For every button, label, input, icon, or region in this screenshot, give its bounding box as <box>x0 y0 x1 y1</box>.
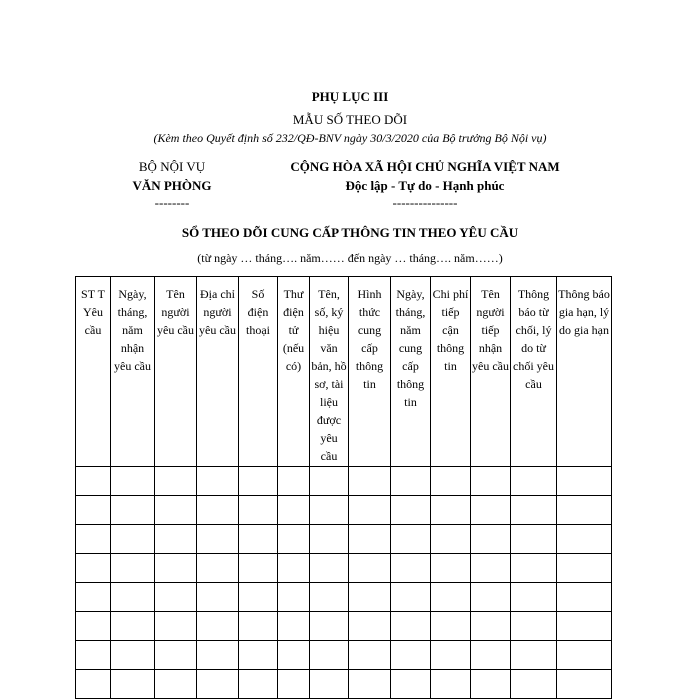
table-cell[interactable] <box>197 641 239 670</box>
table-cell[interactable] <box>155 583 197 612</box>
table-cell[interactable] <box>278 467 310 496</box>
table-row <box>76 525 612 554</box>
table-cell[interactable] <box>349 467 391 496</box>
table-cell[interactable] <box>557 670 612 699</box>
table-cell[interactable] <box>76 525 111 554</box>
table-cell[interactable] <box>111 525 155 554</box>
form-note: (Kèm theo Quyết định số 232/QĐ-BNV ngày 30/3/2020 của Bộ trưởng Bộ Nội vụ) <box>153 131 547 145</box>
table-row <box>76 554 612 583</box>
col-requester-name: Tên người yêu cầu <box>155 277 197 467</box>
table-cell[interactable] <box>111 641 155 670</box>
table-cell[interactable] <box>431 583 471 612</box>
col-provision-form: Hình thức cung cấp thông tin <box>349 277 391 467</box>
table-body <box>76 467 612 699</box>
table-cell[interactable] <box>278 554 310 583</box>
table-cell[interactable] <box>431 670 471 699</box>
table-cell[interactable] <box>391 612 431 641</box>
national-motto: Độc lập - Tự do - Hạnh phúc <box>345 178 505 193</box>
table-cell[interactable] <box>349 525 391 554</box>
table-cell[interactable] <box>111 496 155 525</box>
table-cell[interactable] <box>239 554 278 583</box>
table-cell[interactable] <box>471 612 511 641</box>
table-cell[interactable] <box>557 525 612 554</box>
table-cell[interactable] <box>471 670 511 699</box>
table-cell[interactable] <box>197 612 239 641</box>
table-cell[interactable] <box>111 670 155 699</box>
table-cell[interactable] <box>278 612 310 641</box>
table-header-row <box>76 277 612 467</box>
table-cell[interactable] <box>557 641 612 670</box>
col-refusal-notice: Thông báo từ chối, lý do từ chối yêu cầu <box>511 277 557 467</box>
col-requester-address: Địa chỉ người yêu cầu <box>197 277 239 467</box>
table-row <box>76 467 612 496</box>
table-cell[interactable] <box>155 554 197 583</box>
table-row <box>76 670 612 699</box>
book-title: SỔ THEO DÕI CUNG CẤP THÔNG TIN THEO YÊU CẦU <box>181 225 519 240</box>
table-cell[interactable] <box>431 467 471 496</box>
col-access-cost: Chi phí tiếp cận thông tin <box>431 277 471 467</box>
table-cell[interactable] <box>471 496 511 525</box>
table-cell[interactable] <box>471 641 511 670</box>
col-provision-date: Ngày, tháng, năm cung cấp thông tin <box>391 277 431 467</box>
table-cell[interactable] <box>155 467 197 496</box>
table-cell[interactable] <box>310 496 349 525</box>
form-title: MẪU SỐ THEO DÕI <box>292 112 408 127</box>
table-cell[interactable] <box>349 554 391 583</box>
table-cell[interactable] <box>511 496 557 525</box>
table-cell[interactable] <box>111 554 155 583</box>
table-cell[interactable] <box>511 612 557 641</box>
table-cell[interactable] <box>76 612 111 641</box>
table-cell[interactable] <box>239 641 278 670</box>
office-name: VĂN PHÒNG <box>132 178 212 193</box>
col-extension-notice: Thông báo gia hạn, lý do gia hạn <box>557 277 612 467</box>
table-row <box>76 641 612 670</box>
table-cell[interactable] <box>310 670 349 699</box>
table-cell[interactable] <box>431 496 471 525</box>
table-cell[interactable] <box>310 641 349 670</box>
table-cell[interactable] <box>349 583 391 612</box>
table-cell[interactable] <box>557 467 612 496</box>
table-cell[interactable] <box>76 670 111 699</box>
col-receiver-name: Tên người tiếp nhận yêu cầu <box>471 277 511 467</box>
table-row <box>76 583 612 612</box>
table-cell[interactable] <box>557 496 612 525</box>
table-cell[interactable] <box>239 583 278 612</box>
ministry-name: BỘ NỘI VỤ <box>138 159 206 174</box>
agency-separator: -------- <box>154 195 190 210</box>
table-cell[interactable] <box>278 583 310 612</box>
table-cell[interactable] <box>239 525 278 554</box>
national-title-block <box>270 157 580 211</box>
table-cell[interactable] <box>557 554 612 583</box>
table-cell[interactable] <box>239 467 278 496</box>
table-cell[interactable] <box>349 641 391 670</box>
table-cell[interactable] <box>197 554 239 583</box>
table-cell[interactable] <box>349 496 391 525</box>
table-cell[interactable] <box>239 496 278 525</box>
table-cell[interactable] <box>155 525 197 554</box>
table-cell[interactable] <box>391 467 431 496</box>
table-cell[interactable] <box>471 554 511 583</box>
table-cell[interactable] <box>278 496 310 525</box>
table-cell[interactable] <box>155 641 197 670</box>
table-cell[interactable] <box>511 525 557 554</box>
table-cell[interactable] <box>76 496 111 525</box>
table-cell[interactable] <box>239 670 278 699</box>
table-cell[interactable] <box>76 467 111 496</box>
table-cell[interactable] <box>197 525 239 554</box>
table-cell[interactable] <box>391 583 431 612</box>
col-document-info: Tên, số, ký hiệu văn bản, hồ sơ, tài liệu được yêu cầu <box>310 277 349 467</box>
appendix-title: PHỤ LỤC III <box>311 89 389 104</box>
table-cell[interactable] <box>391 670 431 699</box>
country-name: CỘNG HÒA XÃ HỘI CHỦ NGHĨA VIỆT NAM <box>290 159 560 174</box>
table-cell[interactable] <box>310 525 349 554</box>
table-cell[interactable] <box>557 612 612 641</box>
issuing-agency-block <box>106 157 238 211</box>
table-cell[interactable] <box>197 670 239 699</box>
table-cell[interactable] <box>111 612 155 641</box>
table-cell[interactable] <box>511 467 557 496</box>
table-cell[interactable] <box>76 641 111 670</box>
tracking-table <box>75 276 612 699</box>
col-email: Thư điện tử (nếu có) <box>278 277 310 467</box>
table-cell[interactable] <box>155 670 197 699</box>
table-cell[interactable] <box>310 612 349 641</box>
col-phone: Số điện thoại <box>239 277 278 467</box>
table-cell[interactable] <box>239 612 278 641</box>
col-request-date: Ngày, tháng, năm nhận yêu cầu <box>111 277 155 467</box>
table-row <box>76 496 612 525</box>
table-cell[interactable] <box>511 554 557 583</box>
date-range: (từ ngày … tháng…. năm…… đến ngày … tháng…. năm……) <box>197 251 503 265</box>
table-cell[interactable] <box>155 612 197 641</box>
table-cell[interactable] <box>278 641 310 670</box>
table-cell[interactable] <box>471 525 511 554</box>
col-request-number: ST T Yêu cầu <box>76 277 111 467</box>
table-cell[interactable] <box>278 525 310 554</box>
table-cell[interactable] <box>431 612 471 641</box>
table-cell[interactable] <box>431 554 471 583</box>
table-cell[interactable] <box>349 670 391 699</box>
table-cell[interactable] <box>391 525 431 554</box>
table-cell[interactable] <box>431 641 471 670</box>
table-cell[interactable] <box>511 583 557 612</box>
table-cell[interactable] <box>111 467 155 496</box>
table-cell[interactable] <box>557 583 612 612</box>
table-cell[interactable] <box>155 496 197 525</box>
table-cell[interactable] <box>511 670 557 699</box>
table-cell[interactable] <box>471 467 511 496</box>
table-cell[interactable] <box>349 612 391 641</box>
table-cell[interactable] <box>511 641 557 670</box>
table-cell[interactable] <box>197 583 239 612</box>
table-cell[interactable] <box>310 467 349 496</box>
table-cell[interactable] <box>76 583 111 612</box>
table-cell[interactable] <box>391 554 431 583</box>
table-cell[interactable] <box>391 641 431 670</box>
table-cell[interactable] <box>471 583 511 612</box>
table-cell[interactable] <box>111 583 155 612</box>
table-cell[interactable] <box>391 496 431 525</box>
table-cell[interactable] <box>197 467 239 496</box>
table-cell[interactable] <box>278 670 310 699</box>
motto-separator: --------------- <box>392 195 458 210</box>
table-cell[interactable] <box>76 554 111 583</box>
table-cell[interactable] <box>310 583 349 612</box>
table-cell[interactable] <box>310 554 349 583</box>
table-cell[interactable] <box>197 496 239 525</box>
table-cell[interactable] <box>431 525 471 554</box>
table-row <box>76 612 612 641</box>
